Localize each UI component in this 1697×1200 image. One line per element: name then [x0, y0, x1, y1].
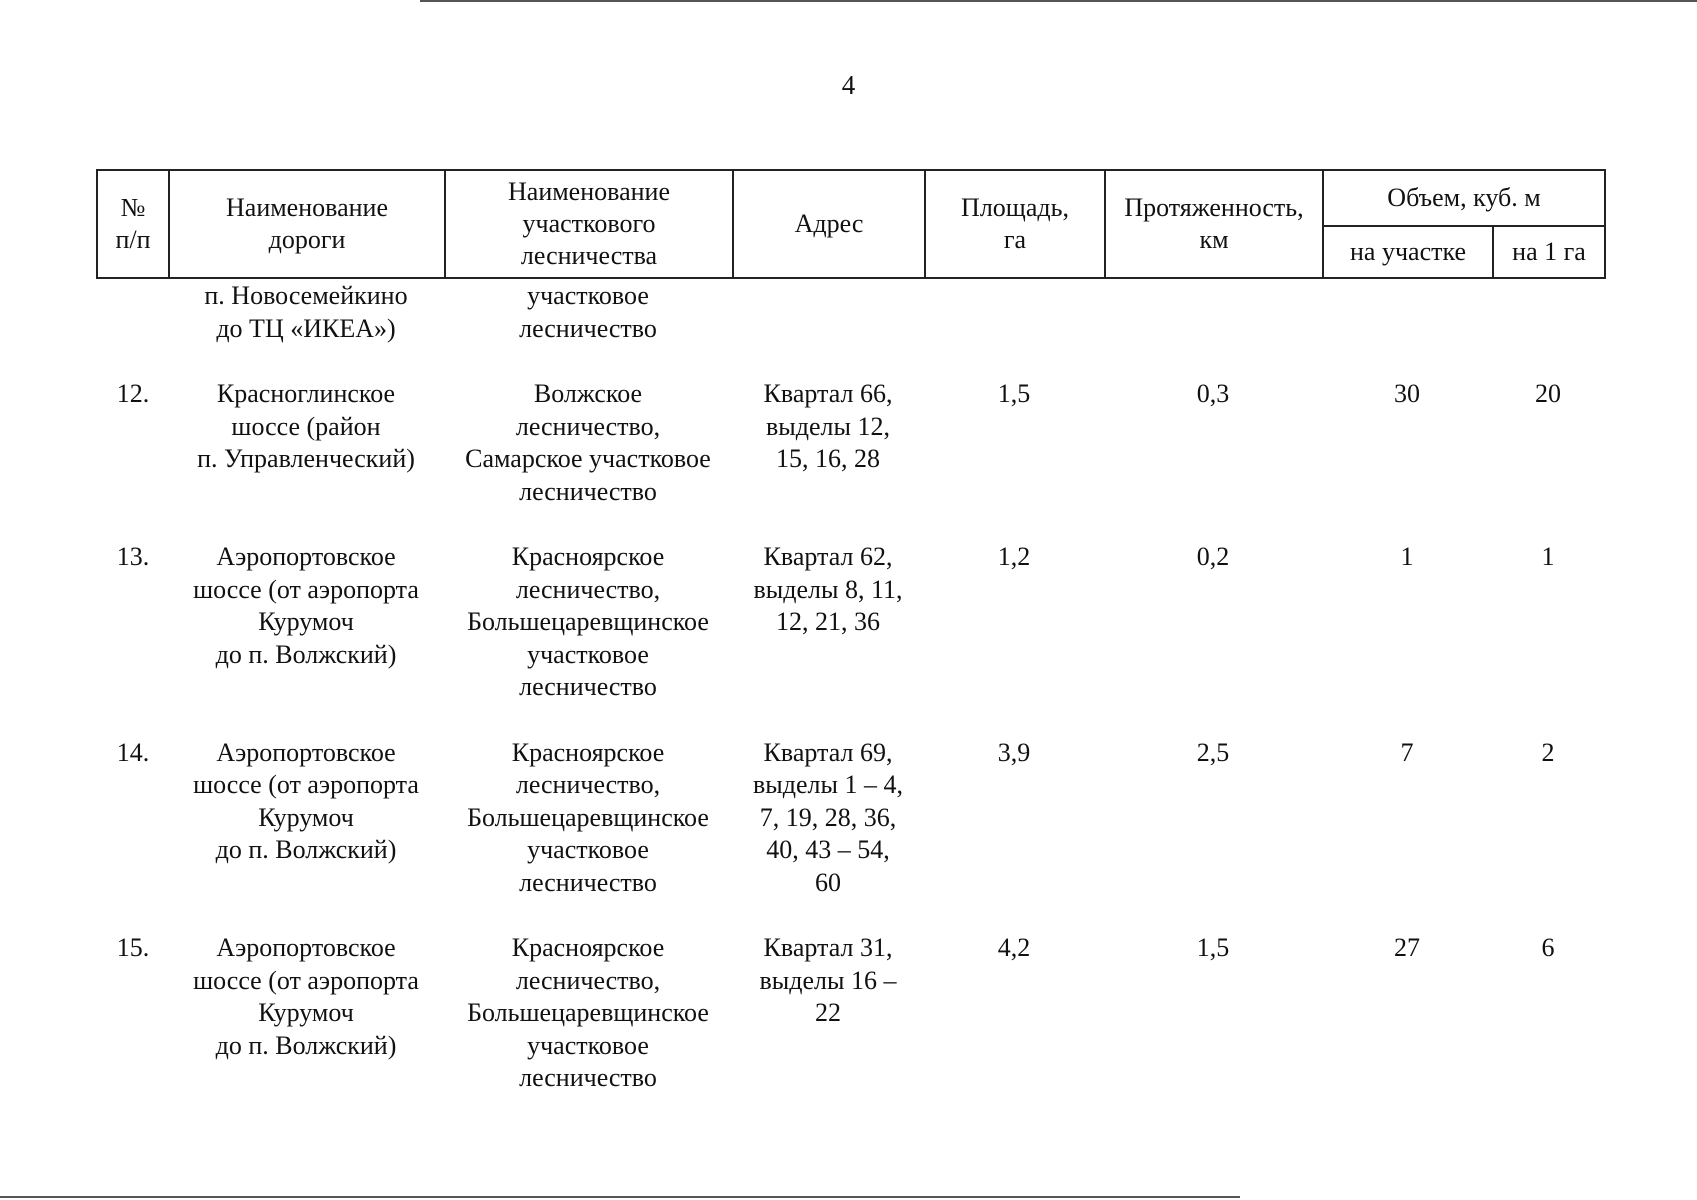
row-forestry-name: Волжское лесничество, Самарское участковое лесничество: [465, 379, 711, 506]
row-forestry-name: Красноярское лесничество, Большецаревщинское участковое лесничество: [467, 542, 709, 701]
header-volume: Объем, куб. м: [1323, 170, 1605, 226]
row-road-name: Аэропортовское шоссе (от аэропорта Курумоч до п. Волжский): [193, 542, 419, 669]
row-volume-per-ha: [1492, 280, 1604, 378]
row-address: Квартал 69, выделы 1 – 4, 7, 19, 28, 36, 40, 43 – 54, 60: [753, 737, 903, 897]
row-area: 3,9: [997, 737, 1031, 767]
row-length: 0,3: [1196, 379, 1230, 408]
header-area: Площадь, га: [925, 170, 1105, 278]
row-area: 4,2: [997, 933, 1031, 962]
row-road-name: Аэропортовское шоссе (от аэропорта Курумоч до п. Волжский): [193, 933, 419, 1060]
row-address: Квартал 62, выделы 8, 11, 12, 21, 36: [753, 542, 903, 636]
table-row: [96, 280, 1604, 378]
row-length: 0,2: [1196, 542, 1230, 571]
row-length: 2,5: [1196, 737, 1230, 767]
row-num: 12.: [116, 379, 150, 408]
row-volume-site: 30: [1394, 379, 1420, 408]
row-volume-per-ha: 20: [1535, 379, 1561, 408]
row-volume-per-ha: 1: [1541, 542, 1555, 571]
row-area: 1,5: [997, 379, 1031, 408]
header-road-name: Наименование дороги: [169, 170, 445, 278]
row-num: 14.: [116, 737, 150, 767]
row-forestry-name: Красноярское лесничество, Большецаревщинское участковое лесничество: [467, 737, 709, 897]
table-row: [96, 932, 1604, 1095]
row-num: 13.: [116, 542, 150, 571]
row-address: Квартал 66, выделы 12, 15, 16, 28: [763, 379, 893, 473]
header-num: № п/п: [97, 170, 169, 278]
row-length: [1104, 280, 1322, 378]
table-row: [96, 737, 1604, 933]
bottom-scan-rule: [0, 1196, 1240, 1198]
row-area: 1,2: [997, 542, 1031, 571]
row-num: 15.: [116, 933, 150, 962]
row-volume-site: 27: [1394, 933, 1420, 962]
header-volume-site: на участке: [1323, 226, 1493, 278]
row-road-name: п. Новосемейкино до ТЦ «ИКЕА»): [204, 281, 408, 343]
row-address: Квартал 31, выделы 16 – 22: [759, 933, 897, 1027]
row-area: [924, 280, 1104, 378]
row-road-name: Аэропортовское шоссе (от аэропорта Курумоч до п. Волжский): [193, 737, 419, 864]
row-forestry-name: Красноярское лесничество, Большецаревщинское участковое лесничество: [467, 933, 709, 1092]
table-row: [96, 541, 1604, 737]
row-volume-site: 7: [1400, 737, 1414, 767]
header-length: Протяженность, км: [1105, 170, 1323, 278]
row-num: [96, 280, 168, 378]
row-length: 1,5: [1196, 933, 1230, 962]
table-body: [96, 280, 1604, 1095]
row-road-name: Красноглинское шоссе (район п. Управленческий): [197, 379, 415, 473]
row-volume-site: [1322, 280, 1492, 378]
row-forestry-name: участковое лесничество: [519, 281, 657, 343]
row-address: [732, 280, 924, 378]
row-volume-per-ha: 2: [1541, 737, 1555, 767]
header-forestry-name: Наименование участкового лесничества: [445, 170, 733, 278]
page-number: 4: [841, 70, 856, 100]
row-volume-site: 1: [1400, 542, 1414, 571]
table-row: [96, 378, 1604, 541]
table-header: [96, 169, 1606, 279]
header-address: Адрес: [733, 170, 925, 278]
top-scan-rule: [420, 0, 1697, 2]
row-volume-per-ha: 6: [1541, 933, 1555, 962]
header-volume-per-ha: на 1 га: [1493, 226, 1605, 278]
